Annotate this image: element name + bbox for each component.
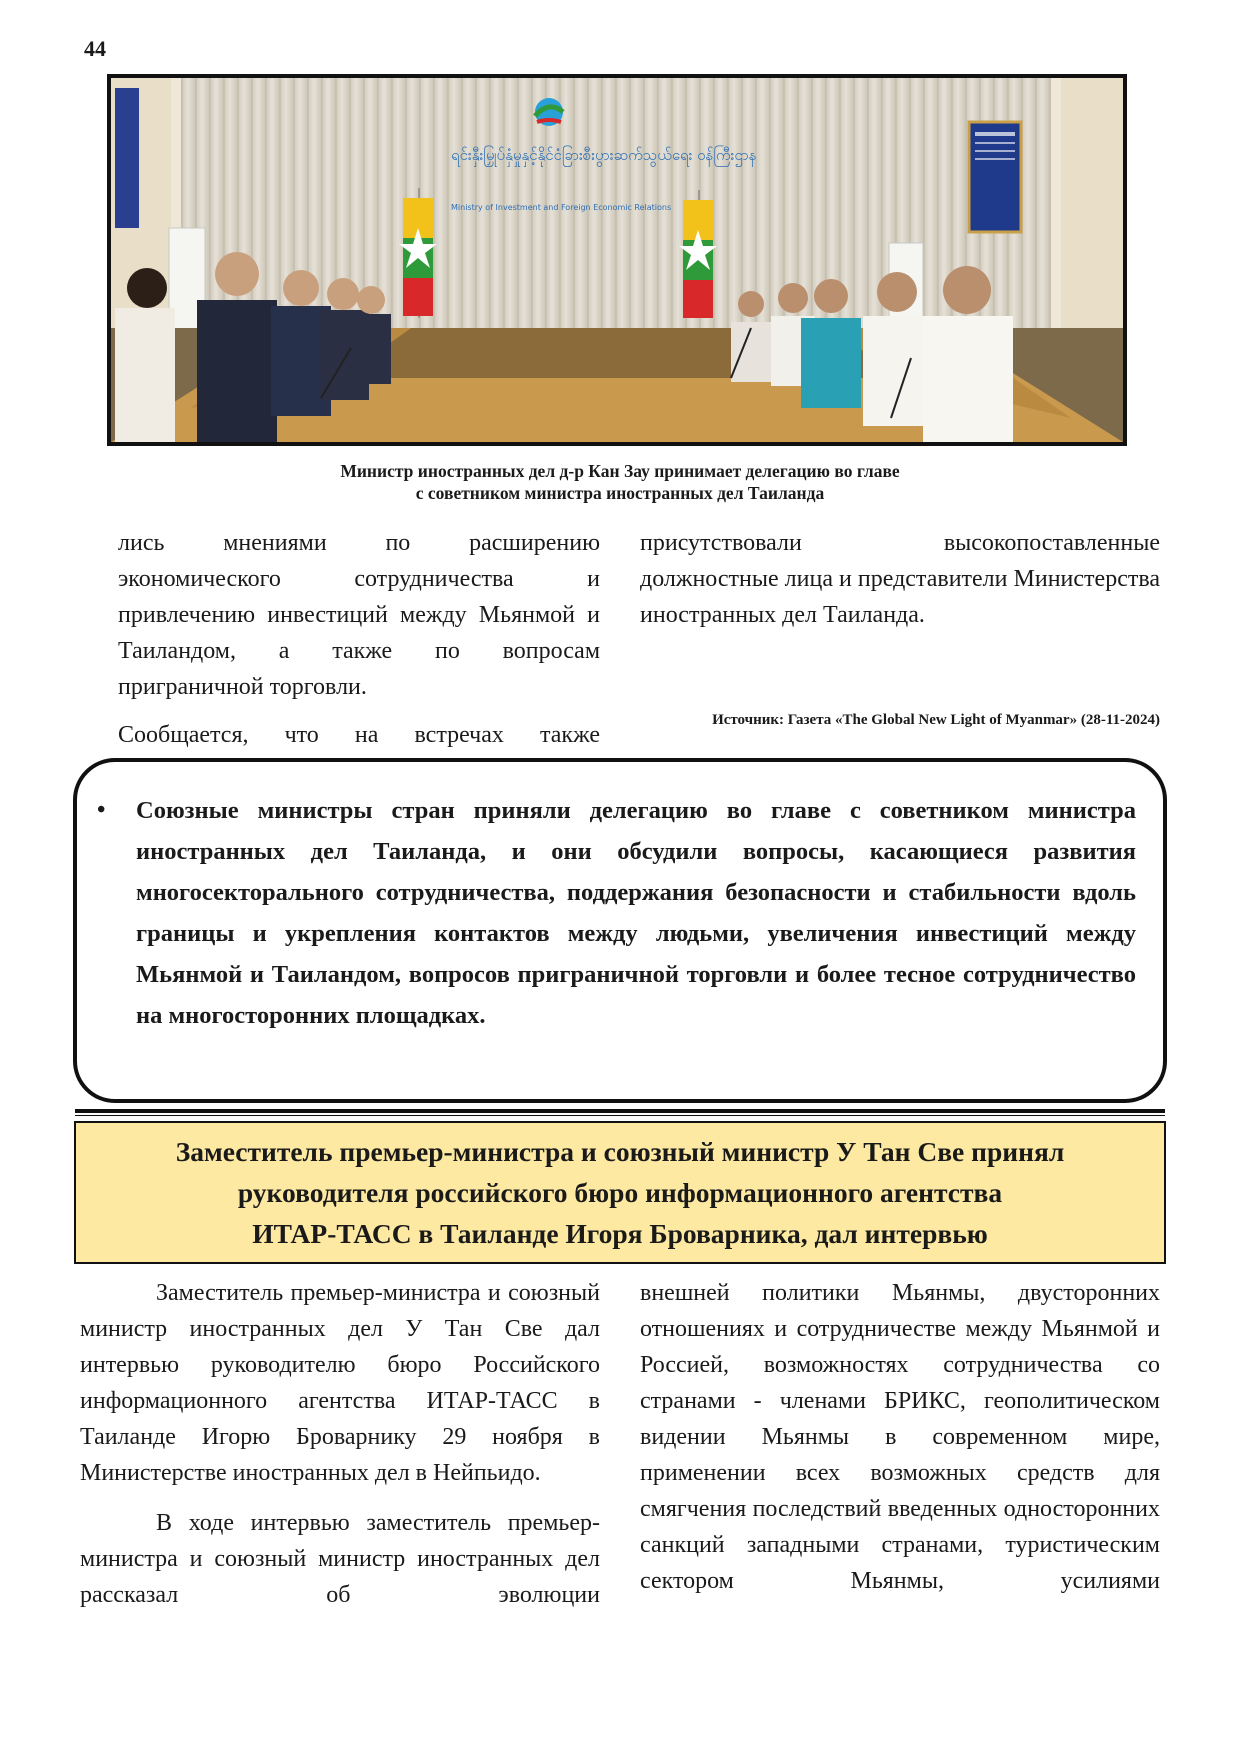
heading-line-1: Заместитель премьер-министра и союзный министр У Тан Све принял xyxy=(175,1136,1065,1167)
article2-paragraph: Заместитель премьер-министра и союзный министр иностранных дел У Тан Све дал интервью руководителю бюро Российского информационного агентства ИТАР-ТАСС в Таиланде Игорю Броварнику 29 ноября в Министерстве иностранных дел в Нейпьидо. xyxy=(80,1280,600,1486)
summary-text: Союзные министры стран приняли делегацию во главе с советником министра иностранных дел Таиланда, и они обсудили вопросы, касающиеся развития многосекторального сотрудничества, поддержания безопасности и стабильности вдоль границы и укрепления контактов между людьми, увеличения инвестиций между Мьянмой и Таиландом, вопросов приграничной торговли и более тесное сотрудничество на многосторонних площадках. xyxy=(136,797,1136,1029)
article1-column-right xyxy=(640,525,1160,633)
caption-line-2: с советником министра иностранных дел Таиланда xyxy=(415,483,825,503)
article2-heading-box xyxy=(74,1121,1166,1264)
sign-text-english: Ministry of Investment and Foreign Economic Relations xyxy=(451,203,672,212)
article2-paragraph: внешней политики Мьянмы, двусторонних отношениях и сотрудничестве между Мьянмой и Россией, возможностях сотрудничества со странами - членами БРИКС, геополитическом видении Мьянмы в современном мире, применении всех возможных средств для смягчения последствий введенных односторонних санкций западными странами, туристическим сектором Мьянмы, усилиями xyxy=(640,1280,1160,1594)
caption-line-1: Министр иностранных дел д-р Кан Зау принимает делегацию во главе xyxy=(340,461,900,481)
source-credit: Источник: Газета «The Global New Light of Myanmar» (28-11-2024) xyxy=(712,712,1160,728)
summary-bullet-item xyxy=(97,790,1136,1036)
page-number: 44 xyxy=(84,36,106,61)
article1-paragraph: присутствовали высокопоставленные должностные лица и представители Министерства иностранных дел Таиланда. xyxy=(640,530,1160,628)
divider xyxy=(75,1115,1165,1116)
heading-line-3: ИТАР-ТАСС в Таиланде Игоря Броварника, дал интервью xyxy=(252,1218,988,1249)
summary-callout xyxy=(73,758,1167,1103)
article1-paragraph: Сообщается, что на встречах также xyxy=(118,722,600,748)
article2-column-right xyxy=(640,1275,1160,1599)
photo-caption xyxy=(160,460,1080,504)
sign-text-myanmar: ရင်းနှီးမြှုပ်နှံမှုနှင့်နိုင်ငံခြားစီးပွားဆက်သွယ်ရေး ဝန်ကြီးဌာန xyxy=(451,146,757,164)
article2-column-left xyxy=(80,1275,600,1613)
meeting-photo xyxy=(107,74,1127,446)
article1-column-left xyxy=(118,525,600,753)
article1-paragraph: лись мнениями по расширению экономического сотрудничества и привлечению инвестиций между Мьянмой и Таиландом, а также по вопросам приграничной торговли. xyxy=(118,530,600,700)
article2-paragraph: В ходе интервью заместитель премьер-министра и союзный министр иностранных дел рассказал об эволюции xyxy=(80,1510,600,1608)
meeting-photo-illustration xyxy=(111,78,1123,442)
article2-heading xyxy=(176,1131,1065,1254)
heading-line-2: руководителя российского бюро информационного агентства xyxy=(237,1177,1003,1208)
bullet-icon: • xyxy=(97,797,106,823)
divider xyxy=(75,1109,1165,1113)
